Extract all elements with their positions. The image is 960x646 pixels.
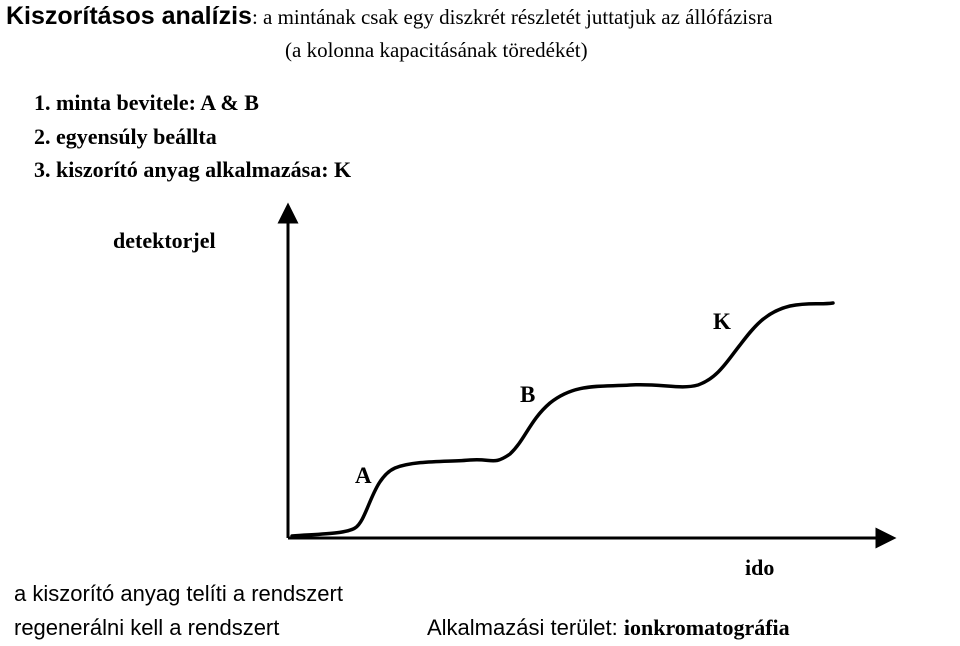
step-label-a: A bbox=[355, 463, 372, 488]
title-main: Kiszorításos analízis bbox=[6, 2, 252, 30]
step-1: 1. minta bevitele: A & B bbox=[34, 90, 259, 115]
step-label-b: B bbox=[520, 382, 536, 407]
detector-signal-curve bbox=[292, 303, 833, 536]
x-axis-label: ido bbox=[745, 555, 775, 580]
application-prefix: Alkalmazási terület: bbox=[427, 615, 624, 640]
application-highlight: ionkromatográfia bbox=[623, 615, 790, 640]
y-axis-label: detektorjel bbox=[113, 228, 216, 253]
application-area bbox=[427, 615, 790, 641]
step-label-k: K bbox=[713, 309, 731, 334]
note-saturation: a kiszorító anyag telíti a rendszert bbox=[14, 581, 343, 606]
step-2: 2. egyensúly beállta bbox=[34, 124, 217, 149]
title-line2: (a kolonna kapacitásának töredékét) bbox=[285, 38, 588, 62]
title-rest: : a mintának csak egy diszkrét részletét juttatjuk az állófázisra bbox=[251, 5, 773, 29]
step-3: 3. kiszorító anyag alkalmazása: K bbox=[34, 157, 352, 182]
note-regeneration: regenerálni kell a rendszert bbox=[14, 615, 280, 640]
